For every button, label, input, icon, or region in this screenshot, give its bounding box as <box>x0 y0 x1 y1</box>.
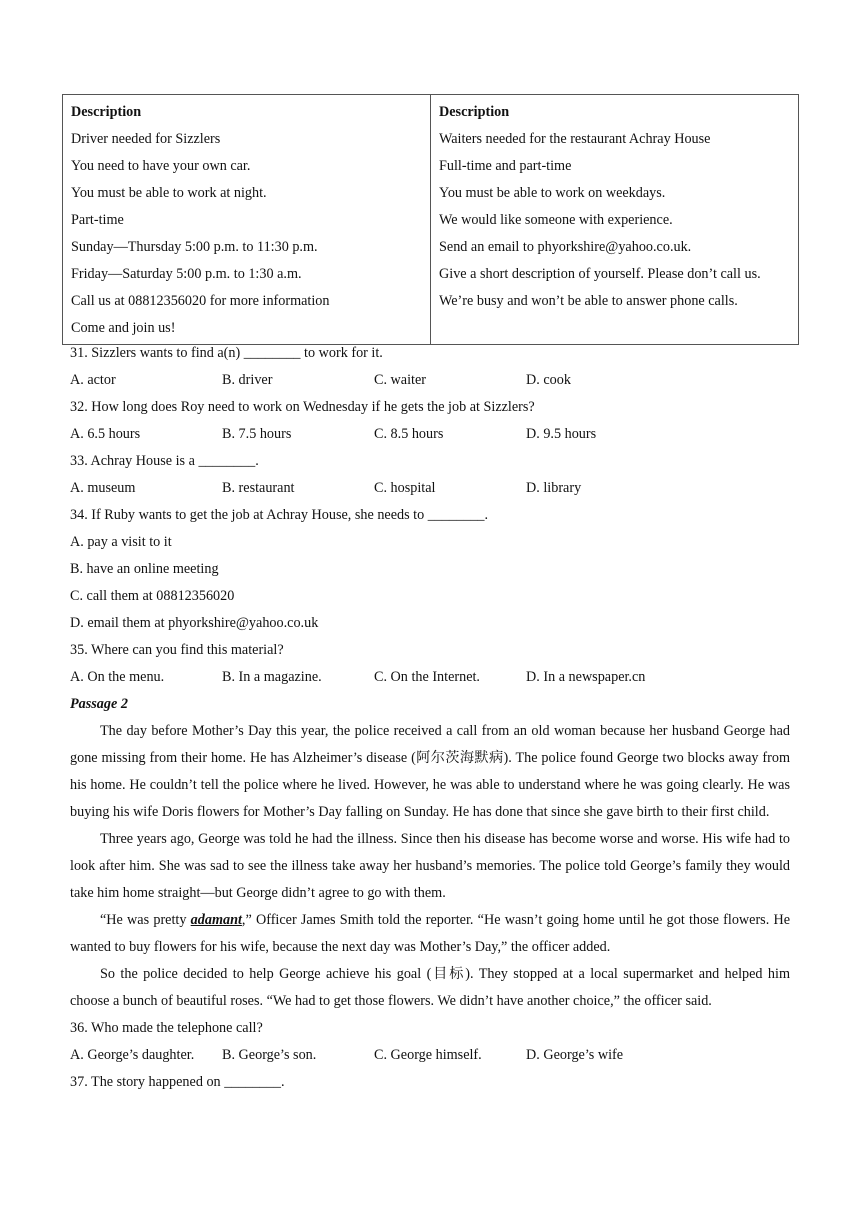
option-b[interactable]: B. 7.5 hours <box>222 426 292 442</box>
passage-paragraph-2: Three years ago, George was told he had the illness. Since then his disease has become worse and worse. His wife had to look after him. She was sad to see the illness take away her husband’s memories. The police told George’s family they would take him home straight—but George didn’t agree to go with them. <box>70 831 790 901</box>
question-37-stem: 37. The story happened on ________. <box>70 1074 285 1090</box>
option-c[interactable]: C. George himself. <box>374 1047 482 1063</box>
option-d[interactable]: D. In a newspaper.cn <box>526 669 646 685</box>
option-c[interactable]: C. hospital <box>374 480 436 496</box>
paragraph-text: “He was pretty <box>100 912 191 928</box>
passage-paragraph-4: So the police decided to help George achieve his goal (目标). They stopped at a local supermarket and helped him choose a bunch of beautiful roses. “We had to get those flowers. We didn’t have another choice,” the officer said. <box>70 966 790 1009</box>
ad-line: Sunday—Thursday 5:00 p.m. to 11:30 p.m. <box>71 239 318 255</box>
question-35-options <box>70 664 790 691</box>
option-a[interactable]: A. pay a visit to it <box>70 534 172 550</box>
ad-line: Friday—Saturday 5:00 p.m. to 1:30 a.m. <box>71 266 302 282</box>
option-a[interactable]: A. museum <box>70 480 136 496</box>
question-31-stem: 31. Sizzlers wants to find a(n) ________ to work for it. <box>70 345 383 361</box>
ad-sizzlers <box>63 95 431 345</box>
option-c[interactable]: C. 8.5 hours <box>374 426 444 442</box>
ad-line: Driver needed for Sizzlers <box>71 131 221 147</box>
ad-line: Call us at 08812356020 for more information <box>71 293 330 309</box>
ad-achray-house <box>431 95 799 345</box>
passage-paragraph-3 <box>70 907 790 961</box>
option-b[interactable]: B. In a magazine. <box>222 669 322 685</box>
option-b[interactable]: B. George’s son. <box>222 1047 317 1063</box>
option-d[interactable]: D. George’s wife <box>526 1047 624 1063</box>
ad-line: Give a short description of yourself. Please don’t call us. <box>439 266 761 282</box>
option-b[interactable]: B. driver <box>222 372 273 388</box>
question-31-options <box>70 367 790 394</box>
question-36-options <box>70 1042 790 1069</box>
ad-line: You need to have your own car. <box>71 158 251 174</box>
ad-line: Part-time <box>71 212 124 228</box>
option-d[interactable]: D. 9.5 hours <box>526 426 597 442</box>
option-a[interactable]: A. actor <box>70 372 116 388</box>
option-c[interactable]: C. On the Internet. <box>374 669 480 685</box>
ad-line: Waiters needed for the restaurant Achray House <box>439 131 711 147</box>
ad-line: Full-time and part-time <box>439 158 572 174</box>
job-ads-table <box>62 94 799 345</box>
question-36-stem: 36. Who made the telephone call? <box>70 1020 263 1036</box>
ad-line: Come and join us! <box>71 320 176 336</box>
option-a[interactable]: A. On the menu. <box>70 669 165 685</box>
option-d[interactable]: D. cook <box>526 372 571 388</box>
questions-and-passage <box>70 340 790 1096</box>
question-32-options <box>70 421 790 448</box>
ad-line: You must be able to work at night. <box>71 185 267 201</box>
question-33-options <box>70 475 790 502</box>
question-34-stem: 34. If Ruby wants to get the job at Achray House, she needs to ________. <box>70 507 489 523</box>
option-b[interactable]: B. restaurant <box>222 480 295 496</box>
question-33-stem: 33. Achray House is a ________. <box>70 453 259 469</box>
ad-line: Send an email to phyorkshire@yahoo.co.uk. <box>439 239 692 255</box>
question-35-stem: 35. Where can you find this material? <box>70 642 284 658</box>
ad-header: Description <box>439 104 510 120</box>
option-a[interactable]: A. George’s daughter. <box>70 1047 195 1063</box>
option-c[interactable]: C. call them at 08812356020 <box>70 588 235 604</box>
option-d[interactable]: D. email them at phyorkshire@yahoo.co.uk <box>70 615 319 631</box>
paragraph-text: ,” Officer James Smith told the reporter. “He wasn’t going home until he got those flowers. He wanted to buy flowers for his wife, because the next day was Mother’s Day,” the officer added. <box>70 912 791 955</box>
passage-paragraph-1: The day before Mother’s Day this year, the police received a call from an old woman because her husband George had gone missing from their home. He has Alzheimer’s disease (阿尔茨海默病). The police found George two blocks away from his home. He couldn’t tell the police where he lived. However, he was able to understand where he was going clearly. He was buying his wife Doris flowers for Mother’s Day falling on Sunday. He has done that since she gave birth to their first child. <box>70 723 790 820</box>
ad-line: We would like someone with experience. <box>439 212 673 228</box>
ad-header: Description <box>71 104 142 120</box>
passage-title: Passage 2 <box>70 696 128 712</box>
question-32-stem: 32. How long does Roy need to work on Wednesday if he gets the job at Sizzlers? <box>70 399 535 415</box>
ad-line: We’re busy and won’t be able to answer phone calls. <box>439 293 738 309</box>
highlighted-word: adamant <box>190 912 242 928</box>
option-c[interactable]: C. waiter <box>374 372 427 388</box>
option-a[interactable]: A. 6.5 hours <box>70 426 141 442</box>
option-d[interactable]: D. library <box>526 480 582 496</box>
option-b[interactable]: B. have an online meeting <box>70 561 219 577</box>
ad-line: You must be able to work on weekdays. <box>439 185 666 201</box>
